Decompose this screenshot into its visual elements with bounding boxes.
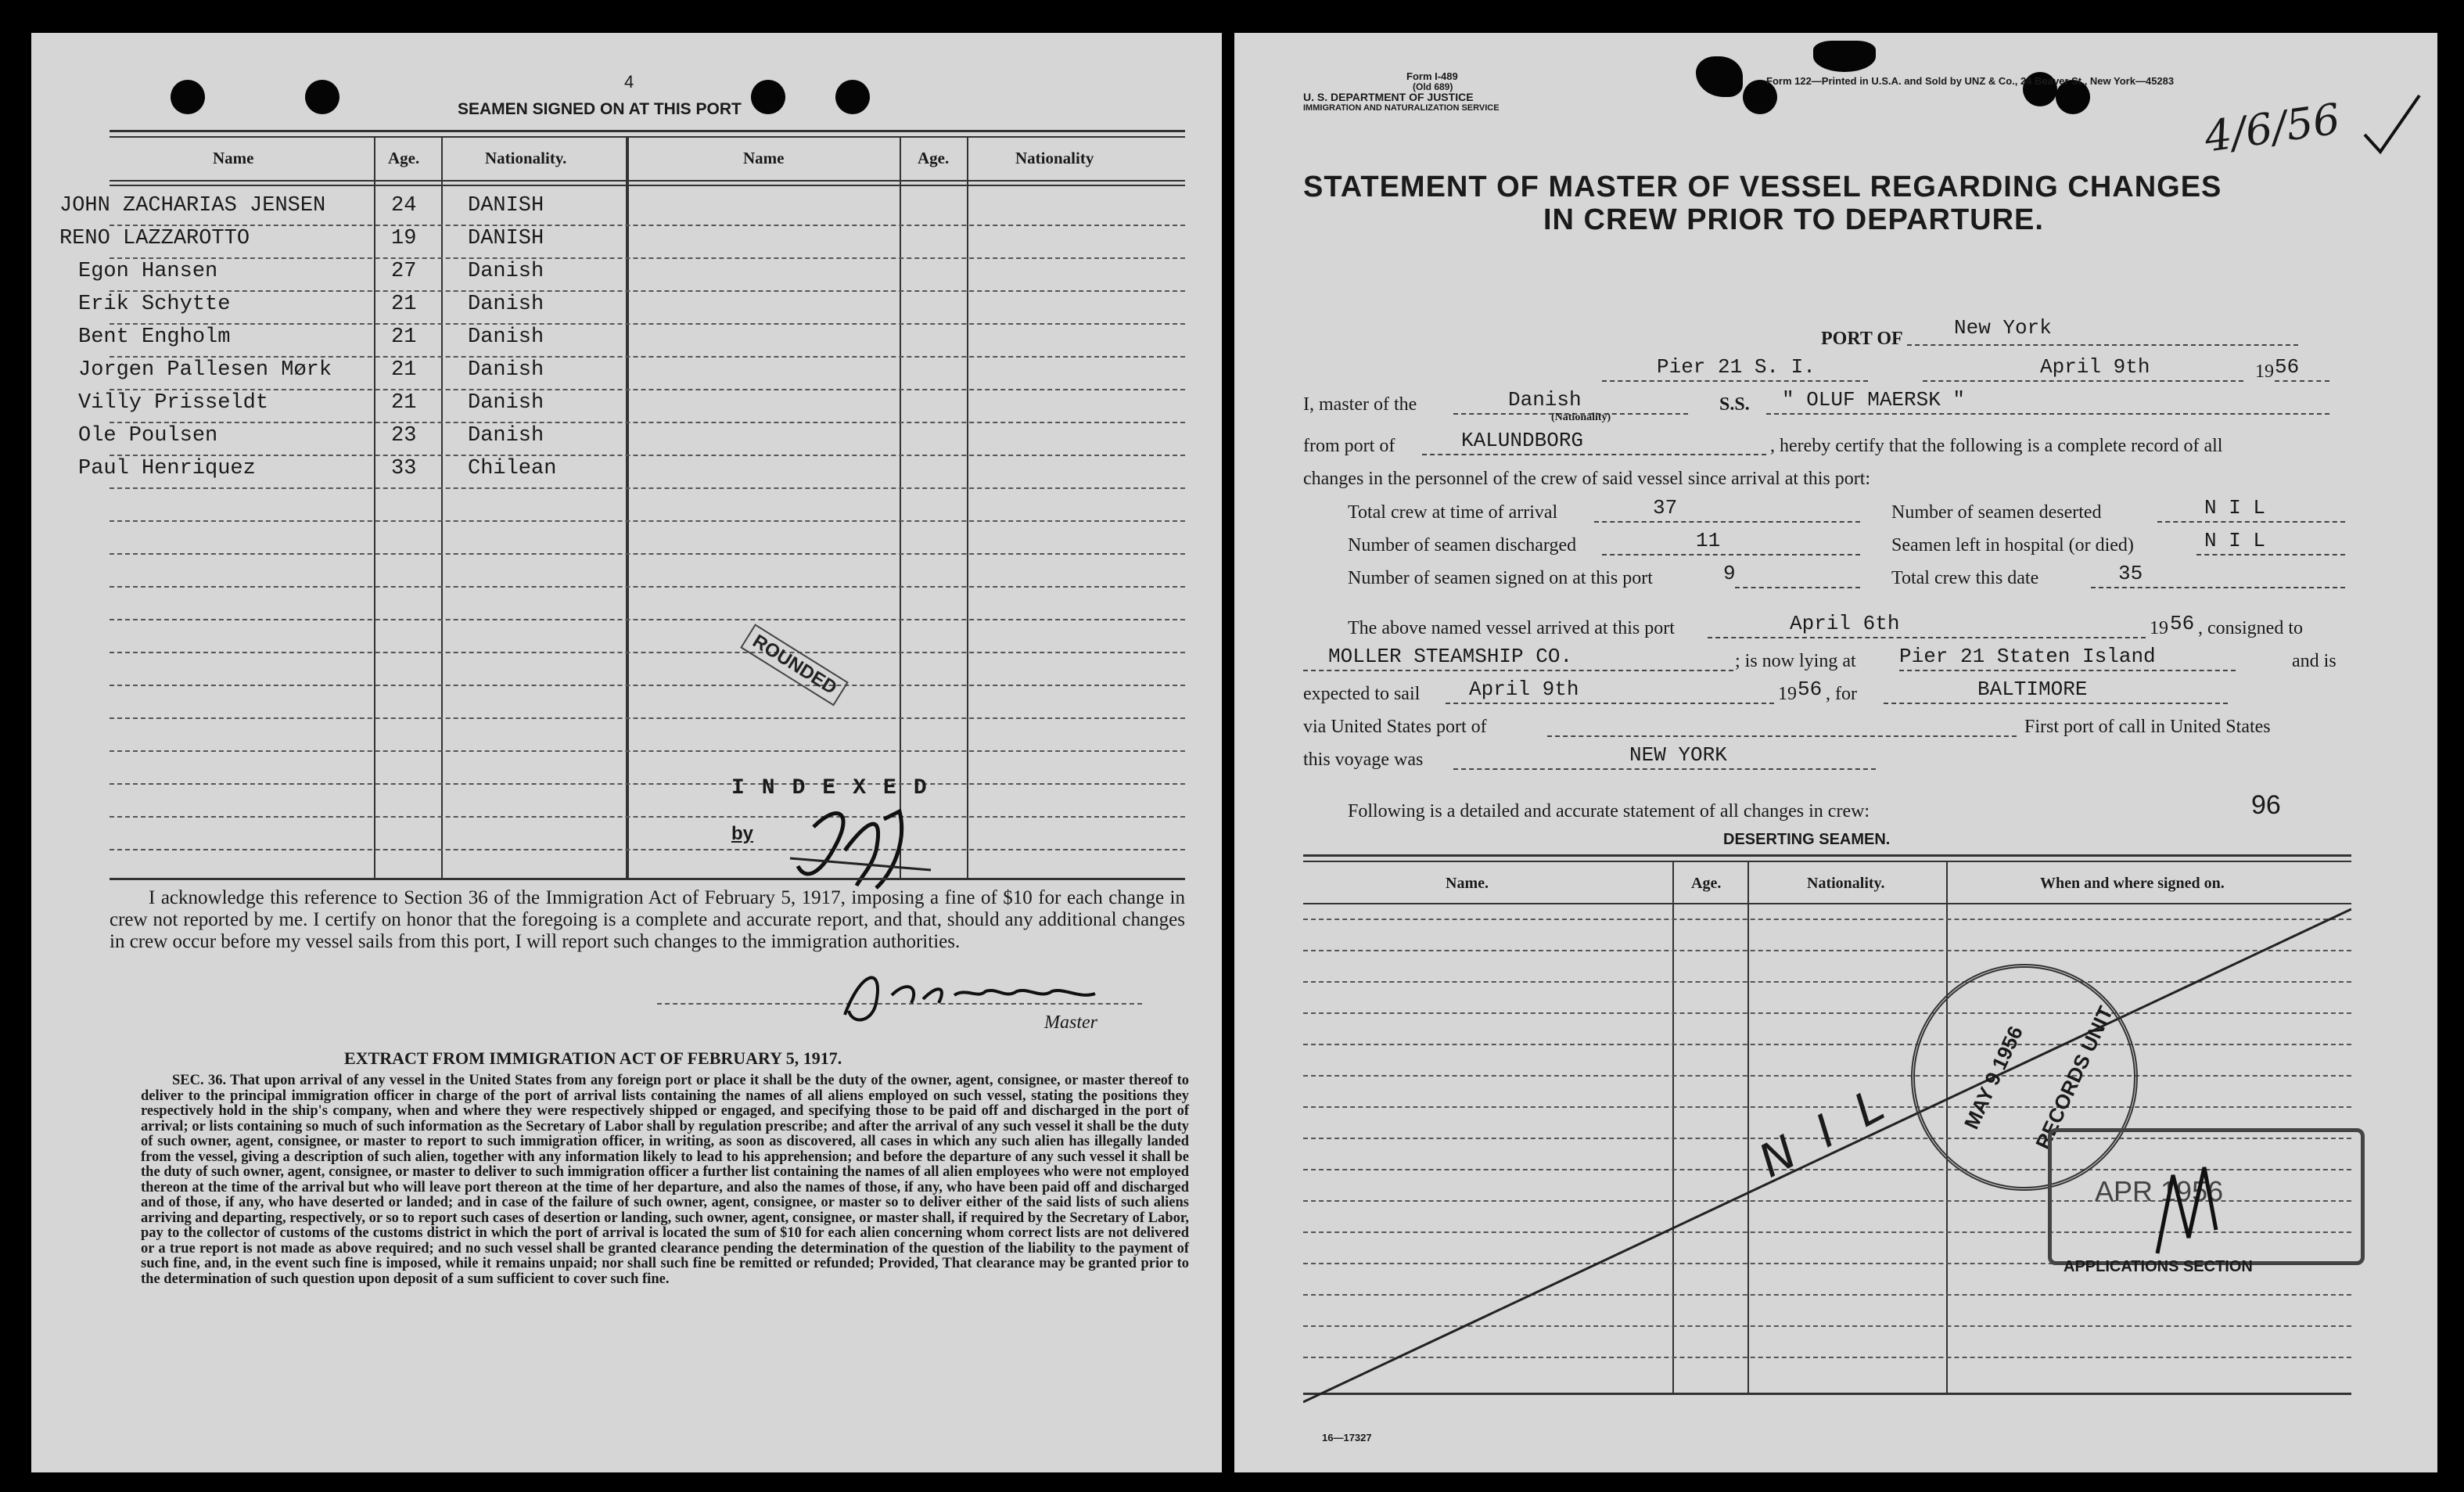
crew-nationality: Danish bbox=[468, 325, 544, 349]
nationality-caption: (Nationality) bbox=[1551, 412, 1611, 423]
crew-nationality: Chilean bbox=[468, 457, 557, 480]
lying-label: ; is now lying at bbox=[1735, 651, 1856, 671]
total-crew-arrival-value: 37 bbox=[1653, 496, 1678, 520]
row-line bbox=[110, 323, 1185, 325]
punch-hole bbox=[305, 80, 339, 114]
changes-text: changes in the personnel of the crew of said vessel since arrival at this port: bbox=[1303, 469, 1871, 489]
row-line bbox=[110, 783, 1185, 785]
form-old-number: (Old 689) bbox=[1413, 81, 1453, 92]
for-value: BALTIMORE bbox=[1977, 678, 2088, 701]
consigned-label: , consigned to bbox=[2198, 618, 2303, 638]
indexed-stamp: INDEXED bbox=[731, 776, 944, 800]
acknowledgement-text: I acknowledge this reference to Section 36 of the Immigration Act of February 5, 1917, imposing a fine of $10 for each change in crew not reported by me. I certify on honor that the foregoing is a complete and accurate report, and that, should any additional changes in crew occur before my vessel sails from this port, I will report such changes to the immigration authorities. bbox=[110, 887, 1185, 952]
voyage-value: NEW YORK bbox=[1629, 743, 1727, 767]
port-of-label: PORT OF bbox=[1821, 329, 1903, 349]
vessel-name: " OLUF MAERSK " bbox=[1782, 388, 1966, 412]
desert-col-nationality: Nationality. bbox=[1807, 875, 1885, 892]
form-number: Form I-489 bbox=[1406, 70, 1458, 82]
year-prefix-3: 19 bbox=[1778, 684, 1797, 704]
from-port-label: from port of bbox=[1303, 436, 1395, 456]
year-value: 56 bbox=[2275, 355, 2300, 379]
row-line bbox=[110, 553, 1185, 555]
hospital-value: N I L bbox=[2204, 529, 2266, 552]
row-line bbox=[110, 586, 1185, 588]
master-label: Master bbox=[1044, 1012, 1097, 1033]
pier-value: Pier 21 S. I. bbox=[1657, 355, 1816, 379]
crew-age: 21 bbox=[391, 358, 417, 382]
department: U. S. DEPARTMENT OF JUSTICE bbox=[1303, 91, 1474, 103]
stamp-initials bbox=[2142, 1159, 2236, 1269]
signed-on-label: Number of seamen signed on at this port bbox=[1348, 568, 1653, 588]
crew-age: 21 bbox=[391, 325, 417, 349]
row-line bbox=[110, 520, 1185, 522]
torn-hole bbox=[1696, 56, 1743, 97]
desert-col-age: Age. bbox=[1691, 875, 1722, 892]
received-stamp-date: APR 1956 bbox=[2095, 1175, 2224, 1207]
arrived-label: The above named vessel arrived at this port bbox=[1348, 618, 1675, 638]
discharged-label: Number of seamen discharged bbox=[1348, 535, 1577, 555]
extract-title: EXTRACT FROM IMMIGRATION ACT OF FEBRUARY 5, 1917. bbox=[344, 1048, 842, 1068]
crew-name: Villy Prisseldt bbox=[78, 391, 269, 415]
nil-handwritten: N I L bbox=[1750, 1074, 1900, 1188]
crew-nationality: DANISH bbox=[468, 227, 544, 250]
via-label: via United States port of bbox=[1303, 717, 1487, 737]
col-header-age: Age. bbox=[388, 149, 420, 167]
page-number: 4 bbox=[624, 72, 634, 92]
handwritten-number: 4/6/56 bbox=[2201, 94, 2344, 162]
left-page bbox=[31, 33, 1222, 1472]
rounded-stamp: ROUNDED bbox=[740, 624, 849, 706]
stamp-date: MAY 9 1956 bbox=[1959, 1022, 2028, 1133]
from-port-value: KALUNDBORG bbox=[1461, 429, 1584, 452]
row-line bbox=[110, 816, 1185, 818]
form-title-line1: STATEMENT OF MASTER OF VESSEL REGARDING CHANGES bbox=[1303, 171, 2222, 203]
received-stamp-section: APPLICATIONS SECTION bbox=[2064, 1258, 2253, 1275]
desert-col-name: Name. bbox=[1446, 875, 1489, 892]
master-of-label: I, master of the bbox=[1303, 394, 1417, 415]
service: IMMIGRATION AND NATURALIZATION SERVICE bbox=[1303, 103, 1500, 113]
row-line bbox=[110, 750, 1185, 752]
arrived-value: April 6th bbox=[1790, 612, 1900, 635]
stamp-records-unit: RECORDS UNIT bbox=[2031, 1002, 2117, 1153]
row-line bbox=[110, 455, 1185, 456]
total-crew-arrival-label: Total crew at time of arrival bbox=[1348, 502, 1558, 523]
crew-age: 27 bbox=[391, 260, 417, 283]
deserted-label: Number of seamen deserted bbox=[1891, 502, 2102, 523]
year-prefix: 19 bbox=[2255, 361, 2274, 382]
col-header-name-2: Name bbox=[743, 149, 785, 167]
printer-line: Form 122—Printed in U.S.A. and Sold by UNZ & Co., 24 Beaver St., New York—45283 bbox=[1766, 75, 2175, 87]
punch-hole bbox=[751, 80, 785, 114]
vessel-prefix: S.S. bbox=[1719, 394, 1750, 415]
row-line bbox=[110, 652, 1185, 653]
crew-age: 21 bbox=[391, 293, 417, 316]
crew-name: Bent Engholm bbox=[78, 325, 231, 349]
check-mark bbox=[2361, 88, 2423, 158]
extract-text: SEC. 36. That upon arrival of any vessel in the United States from any foreign port or place it shall be the duty of the owner, agent, consignee, or master thereof to deliver to the principal immigration officer in charge of the port of arrival lists containing the names of all aliens employed on such vessel, stating the positions they respectively hold in the ship's company, when and where they were respectively shipped or engaged, and specifying those to be paid off and discharged in the port of arrival; or lists containing so much of such information as the Secretary of Labor shall by regulation prescribe; and after the arrival of any such vessel it shall be the duty of such owner, agent, consignee, or master to report to such immigration officer, in writing, as soon as discovered, all cases in which any such alien has illegally landed from the vessel, giving a description of such alien, together with any information likely to lead to his apprehension; and before the departure of any such vessel it shall be the duty of such owner, agent, consignee, or master to deliver to such immigration officer a further list containing the names of all alien employees who were not employed thereon at the time of the arrival but who will leave port thereon at the time of her departure, and also the names of those, if any, who have been paid off and discharged and of those, if any, who have deserted or landed; and in case of the failure of such owner, agent, consignee, or master so to deliver either of the said lists of such aliens arriving and departing, respectively, or so to report such cases of desertion or landing, such owner, agent, consignee, or master shall, if required by the Secretary of Labor, pay to the collector of customs of the customs district in which the port of arrival is located the sum of $10 for each alien concerning whom correct lists are not delivered or a true report is not made as above required; and no such vessel shall be granted clearance pending the determination of the question of the liability to the payment of such fine, and, in the event such fine is imposed, while it remains unpaid; nor shall such fine be remitted or refunded; Provided, That clearance may be granted prior to the determination of such question upon deposit of a sum sufficient to cover such fine. bbox=[141, 1073, 1189, 1287]
row-line bbox=[110, 685, 1185, 686]
crew-name: Jorgen Pallesen Mørk bbox=[78, 358, 332, 382]
signed-on-value: 9 bbox=[1723, 562, 1736, 585]
left-heading: SEAMEN SIGNED ON AT THIS PORT bbox=[458, 100, 742, 118]
crew-nationality: Danish bbox=[468, 424, 544, 448]
row-line bbox=[110, 422, 1185, 423]
col-header-nationality: Nationality. bbox=[485, 149, 567, 167]
right-page bbox=[1234, 33, 2437, 1472]
crew-name: Ole Poulsen bbox=[78, 424, 218, 448]
by-stamp: by bbox=[731, 823, 754, 844]
row-line bbox=[110, 487, 1185, 489]
for-label: , for bbox=[1826, 684, 1857, 704]
expected-year: 56 bbox=[1798, 678, 1823, 701]
row-line bbox=[110, 389, 1185, 390]
crew-name: JOHN ZACHARIAS JENSEN bbox=[59, 194, 326, 218]
crew-age: 19 bbox=[391, 227, 417, 250]
deserting-heading: DESERTING SEAMEN. bbox=[1723, 831, 1891, 848]
row-line bbox=[110, 290, 1185, 292]
certify-text: , hereby certify that the following is a complete record of all bbox=[1770, 436, 2223, 456]
crew-nationality: Danish bbox=[468, 293, 544, 316]
initials-signature bbox=[782, 796, 939, 897]
voyage-label: this voyage was bbox=[1303, 750, 1424, 770]
row-line bbox=[110, 619, 1185, 620]
hospital-label: Seamen left in hospital (or died) bbox=[1891, 535, 2134, 555]
crew-nationality: Danish bbox=[468, 260, 544, 283]
crew-name: Paul Henriquez bbox=[78, 457, 256, 480]
crew-name: Erik Schytte bbox=[78, 293, 231, 316]
col-header-name: Name bbox=[213, 149, 254, 167]
following-label: Following is a detailed and accurate statement of all changes in crew: bbox=[1348, 801, 1870, 821]
port-of-value: New York bbox=[1954, 316, 2052, 340]
row-line bbox=[110, 356, 1185, 358]
year-prefix-2: 19 bbox=[2150, 618, 2168, 638]
crew-nationality: Danish bbox=[468, 391, 544, 415]
row-line bbox=[110, 717, 1185, 719]
total-crew-date-label: Total crew this date bbox=[1891, 568, 2039, 588]
crew-nationality: Danish bbox=[468, 358, 544, 382]
expected-value: April 9th bbox=[1469, 678, 1579, 701]
date-value: April 9th bbox=[2040, 355, 2150, 379]
total-crew-date-value: 35 bbox=[2118, 562, 2143, 585]
crew-name: RENO LAZZAROTTO bbox=[59, 227, 250, 250]
row-line bbox=[110, 849, 1185, 850]
handwritten-96: 96 bbox=[2251, 790, 2281, 820]
punch-hole bbox=[835, 80, 870, 114]
nationality-value: Danish bbox=[1508, 388, 1582, 412]
and-is-label: and is bbox=[2292, 651, 2336, 671]
deserted-value: N I L bbox=[2204, 496, 2266, 520]
form-title-line2: IN CREW PRIOR TO DEPARTURE. bbox=[1543, 203, 2044, 236]
col-header-nationality-2: Nationality bbox=[1015, 149, 1094, 167]
crew-age: 24 bbox=[391, 194, 417, 218]
col-header-age-2: Age. bbox=[918, 149, 950, 167]
footer-code: 16—17327 bbox=[1322, 1432, 1372, 1443]
crew-name: Egon Hansen bbox=[78, 260, 218, 283]
torn-hole bbox=[1813, 41, 1876, 72]
row-line bbox=[110, 257, 1185, 259]
crew-age: 33 bbox=[391, 457, 417, 480]
desert-col-when-where: When and where signed on. bbox=[2040, 875, 2225, 892]
row-line bbox=[110, 225, 1185, 226]
arrived-year: 56 bbox=[2170, 612, 2195, 635]
crew-nationality: DANISH bbox=[468, 194, 544, 218]
crew-age: 21 bbox=[391, 391, 417, 415]
crew-age: 23 bbox=[391, 424, 417, 448]
lying-value: Pier 21 Staten Island bbox=[1899, 645, 2156, 668]
punch-hole bbox=[171, 80, 205, 114]
expected-label: expected to sail bbox=[1303, 684, 1421, 704]
discharged-value: 11 bbox=[1696, 529, 1721, 552]
first-port-label: First port of call in United States bbox=[2024, 717, 2271, 737]
consignee-value: MOLLER STEAMSHIP CO. bbox=[1328, 645, 1573, 668]
